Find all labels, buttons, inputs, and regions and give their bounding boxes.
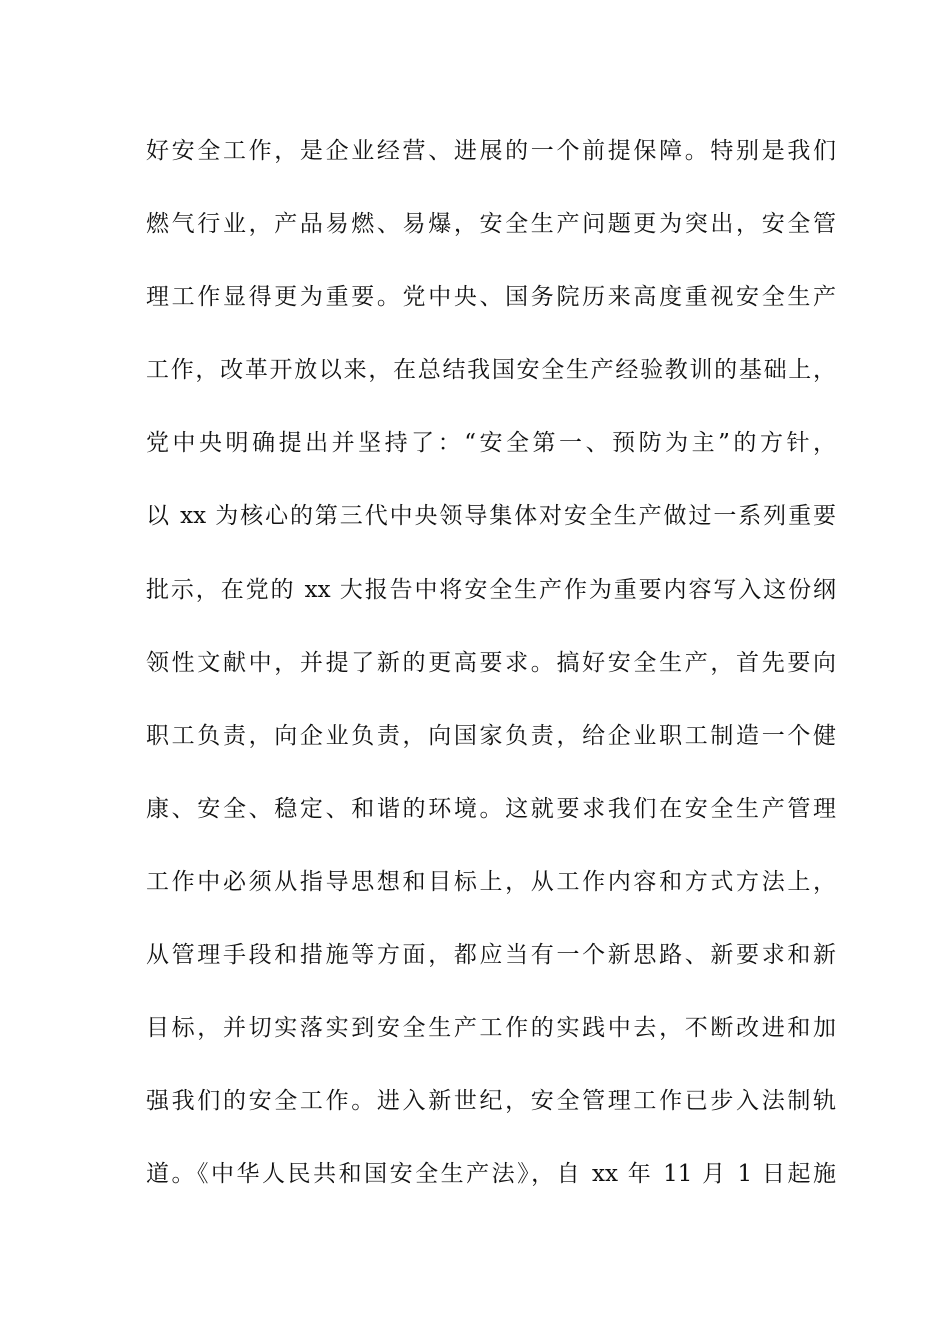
text-line-14: 强我们的安全工作。进入新世纪，安全管理工作已步入法制轨 bbox=[146, 1088, 836, 1115]
text-line-12: 从管理手段和措施等方面，都应当有一个新思路、新要求和新 bbox=[146, 942, 836, 969]
text-line-6: 以 xx 为核心的第三代中央领导集体对安全生产做过一系列重要 bbox=[146, 503, 836, 530]
text-line-5: 党中央明确提出并坚持了：“安全第一、预防为主”的方针， bbox=[146, 430, 836, 457]
text-line-2: 燃气行业，产品易燃、易爆，安全生产问题更为突出，安全管 bbox=[146, 211, 836, 238]
text-line-13: 目标，并切实落实到安全生产工作的实践中去，不断改进和加 bbox=[146, 1015, 836, 1042]
text-line-7: 批示，在党的 xx 大报告中将安全生产作为重要内容写入这份纲 bbox=[146, 576, 836, 603]
text-line-1: 好安全工作，是企业经营、进展的一个前提保障。特别是我们 bbox=[146, 138, 836, 164]
text-line-15: 道。《中华人民共和国安全生产法》，自 xx 年 11 月 1 日起施 bbox=[146, 1161, 836, 1188]
text-line-4: 工作，改革开放以来，在总结我国安全生产经验教训的基础上， bbox=[146, 357, 836, 384]
document-body bbox=[146, 128, 836, 1224]
text-line-8: 领性文献中，并提了新的更高要求。搞好安全生产，首先要向 bbox=[146, 649, 836, 676]
text-line-10: 康、安全、稳定、和谐的环境。这就要求我们在安全生产管理 bbox=[146, 795, 836, 822]
text-line-3: 理工作显得更为重要。党中央、国务院历来高度重视安全生产 bbox=[146, 284, 836, 311]
text-line-11: 工作中必须从指导思想和目标上，从工作内容和方式方法上， bbox=[146, 868, 836, 895]
text-line-9: 职工负责，向企业负责，向国家负责，给企业职工制造一个健 bbox=[146, 722, 836, 749]
